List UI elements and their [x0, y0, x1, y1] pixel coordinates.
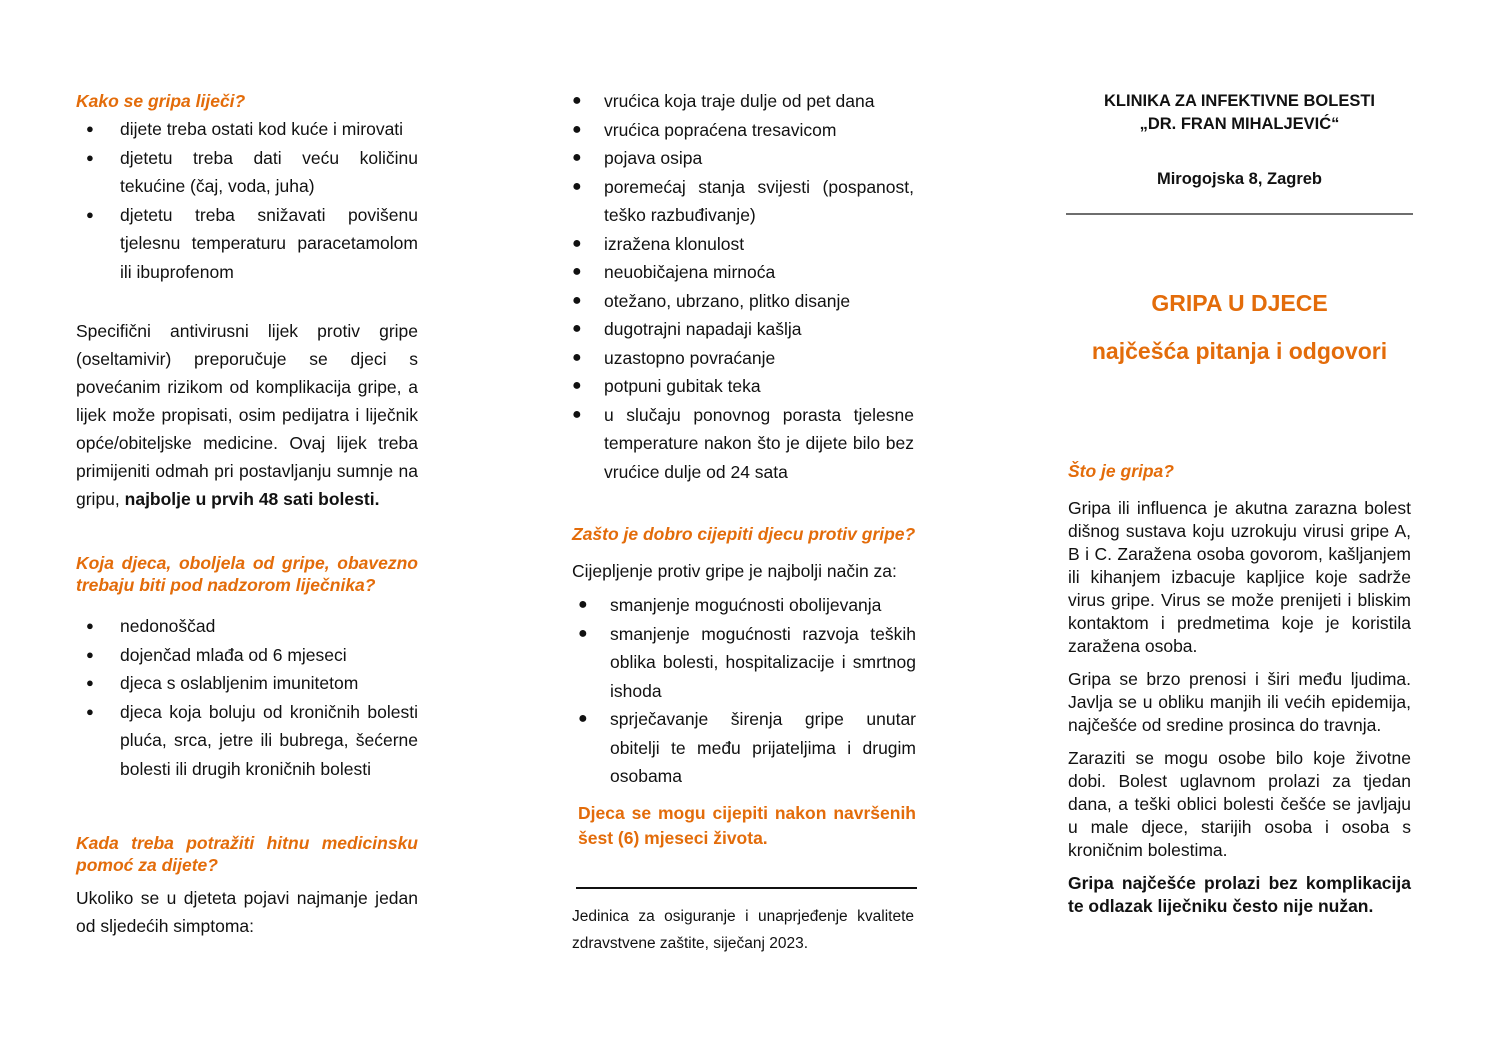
list-item	[572, 315, 914, 344]
bullet-dot-icon: ●	[572, 234, 582, 252]
footer-divider	[576, 887, 917, 889]
heading-vaccination: Zašto je dobro cijepiti djecu protiv gripe?	[572, 524, 916, 544]
clinic-name-line1: KLINIKA ZA INFEKTIVNE BOLESTI	[1103, 92, 1376, 110]
list-item-text: djeca s oslabljenim imunitetom	[120, 673, 359, 693]
footer-text: Jedinica za osiguranje i unaprjeđenje kvalitete zdravstvene zaštite, siječanj 2023.	[572, 908, 914, 952]
bullet-dot-icon: ●	[572, 263, 582, 280]
list-item-text: vrućica popraćena tresavicom	[604, 119, 837, 140]
list-item-text: nedonoščad	[120, 616, 216, 636]
section-supervision	[76, 552, 418, 783]
header-divider	[1066, 213, 1413, 215]
vaccination-list	[572, 591, 916, 791]
list-item-text: uzastopno povraćanje	[604, 347, 776, 368]
list-item	[572, 230, 914, 259]
bullet-dot-icon: ●	[86, 121, 94, 136]
list-item-text: djeca koja boluju od kroničnih bolesti pluća, srca, jetre ili bubrega, šećerne bolesti ili drugih kroničnih bolesti	[120, 701, 418, 779]
treatment-list	[76, 115, 418, 286]
document-title-block	[1068, 289, 1411, 365]
section-vaccination	[572, 523, 916, 791]
bullet-dot-icon: ●	[572, 348, 582, 366]
what-paragraph-4: Gripa najčešće prolazi bez komplikacija te odlazak liječniku često nije nužan.	[1068, 873, 1411, 916]
heading-emergency: Kada treba potražiti hitnu medicinsku pomoć za dijete?	[76, 833, 418, 875]
vaccination-intro: Cijepljenje protiv gripe je najbolji način za:	[572, 561, 897, 581]
bullet-dot-icon: ●	[86, 703, 94, 719]
list-item	[572, 258, 914, 287]
list-item-text: pojava osipa	[604, 148, 703, 168]
section-what-is-flu	[1068, 460, 1411, 918]
list-item	[572, 620, 916, 706]
bullet-dot-icon: ●	[578, 710, 588, 727]
section-treatment	[76, 90, 418, 286]
bullet-dot-icon: ●	[86, 618, 94, 633]
clinic-address: Mirogojska 8, Zagreb	[1156, 170, 1323, 188]
bullet-dot-icon: ●	[572, 92, 582, 109]
bullet-dot-icon: ●	[572, 120, 582, 138]
heading-what-is-flu: Što je gripa?	[1068, 461, 1174, 481]
supervision-list	[76, 612, 418, 783]
antiviral-bold-text: najbolje u prvih 48 sati bolesti.	[124, 489, 380, 509]
list-item-text: djetetu treba dati veću količinu tekućine (čaj, voda, juha)	[120, 147, 418, 196]
emergency-intro: Ukoliko se u djeteta pojavi najmanje jedan od sljedećih simptoma:	[76, 888, 418, 936]
vaccination-note: Djeca se mogu cijepiti nakon navršenih šest (6) mjeseci života.	[578, 803, 916, 848]
bullet-dot-icon: ●	[572, 377, 582, 394]
what-paragraph-3: Zaraziti se mogu osobe bilo koje životne dobi. Bolest uglavnom prolazi za tjedan dana, a teški oblici bolesti češće se javljaju u male djece, starijih osoba i osoba s kroničnim bolestima.	[1068, 748, 1411, 860]
antiviral-paragraph	[76, 317, 418, 513]
list-item	[572, 87, 914, 116]
list-item-text: dugotrajni napadaji kašlja	[604, 319, 802, 339]
bullet-dot-icon: ●	[572, 320, 582, 337]
symptoms-list	[572, 87, 914, 486]
list-item-text: dijete treba ostati kod kuće i mirovati	[120, 119, 404, 139]
list-item	[76, 669, 418, 698]
list-item	[572, 173, 914, 230]
list-item	[572, 401, 914, 487]
bullet-dot-icon: ●	[572, 149, 582, 166]
list-item-text: neuobičajena mirnoća	[604, 262, 776, 282]
list-item	[76, 201, 418, 287]
list-item	[76, 698, 418, 784]
bullet-dot-icon: ●	[572, 405, 582, 423]
list-item	[572, 344, 914, 373]
bullet-dot-icon: ●	[86, 646, 94, 662]
antiviral-text: Specifični antivirusni lijek protiv gripe (oseltamivir) preporučuje se djeci s povećanim rizikom od komplikacija gripe, a lijek može propisati, osim pedijatra i liječnik opće/obiteljske medicine. Ovaj lijek treba primijeniti odmah pri postavljanju sumnje na gripu,	[76, 321, 418, 509]
list-item	[572, 705, 916, 791]
bullet-dot-icon: ●	[572, 291, 582, 309]
section-vaccination-note	[578, 801, 916, 851]
list-item	[572, 116, 914, 145]
heading-treatment: Kako se gripa liječi?	[76, 91, 246, 111]
list-item-text: potpuni gubitak teka	[604, 376, 761, 396]
list-item	[572, 287, 914, 316]
document-subtitle: najčešća pitanja i odgovori	[1091, 338, 1388, 364]
list-item	[76, 641, 418, 670]
section-symptoms	[572, 87, 914, 486]
bullet-dot-icon: ●	[86, 149, 94, 165]
list-item-text: djetetu treba snižavati povišenu tjelesnu temperaturu paracetamolom ili ibuprofenom	[120, 204, 418, 282]
list-item-text: poremećaj stanja svijesti (pospanost, teško razbuđivanje)	[604, 176, 914, 225]
list-item-text: izražena klonulost	[604, 233, 745, 254]
list-item	[572, 591, 916, 620]
list-item-text: sprječavanje širenja gripe unutar obitelji te među prijateljima i drugim osobama	[610, 709, 916, 786]
section-antiviral	[76, 317, 418, 513]
what-paragraph-1: Gripa ili influenca je akutna zarazna bolest dišnog sustava koju uzrokuju virusi gripe A, B i C. Zaražena osoba govorom, kašljanjem ili kihanjem izbacuje kapljice koje sadrže virus gripe. Virus se može prenijeti i bliskim kontaktom i predmetima koje je koristila zaražena osoba.	[1068, 498, 1411, 656]
list-item	[76, 144, 418, 201]
list-item	[572, 372, 914, 401]
heading-supervision: Koja djeca, oboljela od gripe, obavezno trebaju biti pod nadzorom liječnika?	[76, 553, 418, 595]
list-item-text: u slučaju ponovnog porasta tjelesne temperature nakon što je dijete bilo bez vrućice dulje od 24 sata	[604, 404, 914, 482]
section-footer	[572, 903, 914, 957]
list-item	[572, 144, 914, 173]
list-item-text: vrućica koja traje dulje od pet dana	[604, 91, 875, 111]
bullet-dot-icon: ●	[578, 624, 588, 642]
list-item	[76, 612, 418, 641]
list-item	[76, 115, 418, 144]
bullet-dot-icon: ●	[578, 596, 588, 613]
list-item-text: dojenčad mlađa od 6 mjeseci	[120, 644, 347, 665]
bullet-dot-icon: ●	[572, 177, 582, 195]
document-title: GRIPA U DJECE	[1151, 290, 1328, 316]
bullet-dot-icon: ●	[86, 206, 94, 222]
list-item-text: smanjenje mogućnosti obolijevanja	[610, 595, 882, 615]
clinic-header	[1068, 90, 1411, 191]
list-item-text: otežano, ubrzano, plitko disanje	[604, 290, 851, 311]
what-paragraph-2: Gripa se brzo prenosi i širi među ljudima. Javlja se u obliku manjih ili većih epidemija, najčešće od sredine prosinca do travnja.	[1068, 669, 1411, 735]
list-item-text: smanjenje mogućnosti razvoja teških oblika bolesti, hospitalizacije i smrtnog ishoda	[610, 623, 916, 701]
section-emergency	[76, 832, 418, 940]
bullet-dot-icon: ●	[86, 675, 94, 690]
clinic-name-line2: „DR. FRAN MIHALJEVIĆ“	[1139, 115, 1340, 133]
